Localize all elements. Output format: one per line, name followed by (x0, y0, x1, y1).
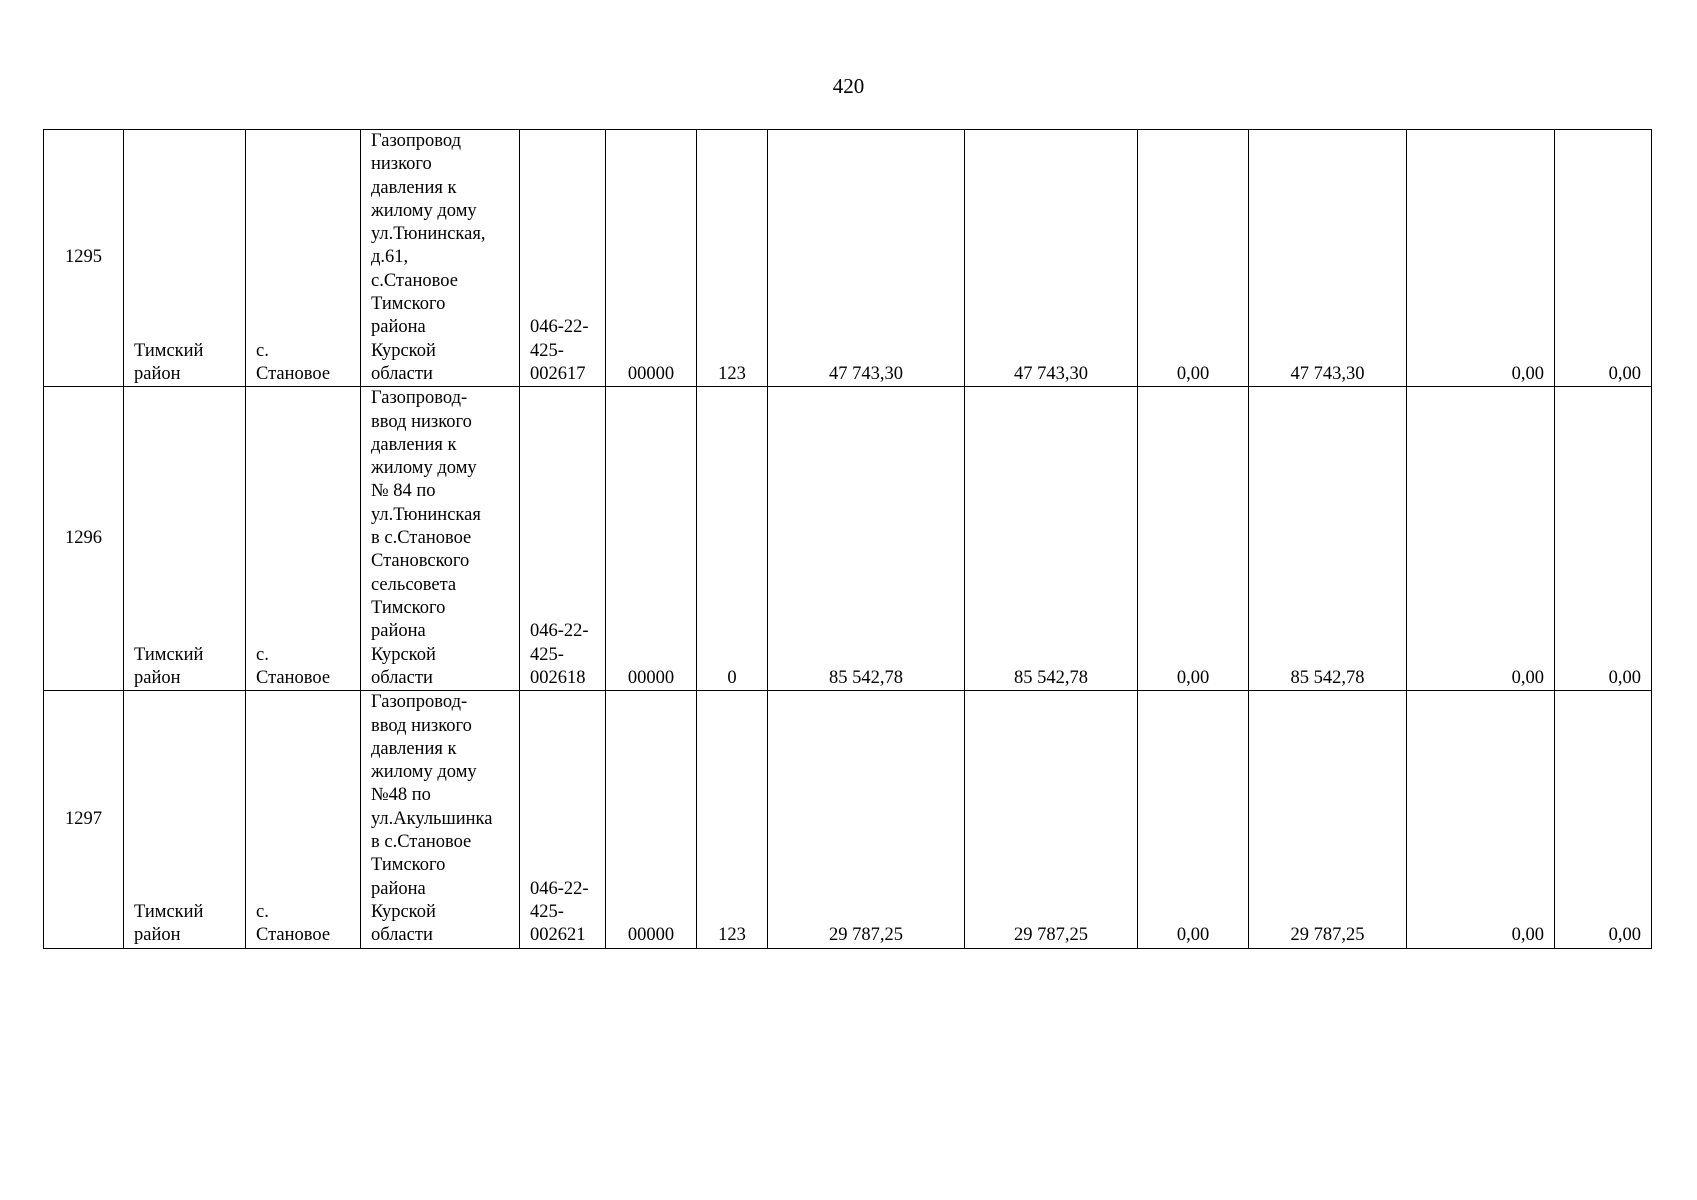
amount3-cell: 0,00 (1138, 130, 1249, 387)
amount2-cell: 85 542,78 (965, 387, 1138, 691)
table-row (44, 130, 1652, 387)
col7-cell: 123 (697, 691, 768, 948)
amount5-cell: 0,00 (1407, 130, 1555, 387)
row-index: 1296 (44, 387, 124, 691)
amount6-cell: 0,00 (1555, 387, 1652, 691)
amount2-cell: 29 787,25 (965, 691, 1138, 948)
page-number: 420 (832, 74, 865, 98)
col6-cell: 00000 (606, 387, 697, 691)
amount6-cell: 0,00 (1555, 130, 1652, 387)
table-row (44, 691, 1652, 948)
amount1-cell: 85 542,78 (768, 387, 965, 691)
code-cell: 046-22- 425- 002621 (520, 691, 606, 948)
amount2-cell: 47 743,30 (965, 130, 1138, 387)
code-cell: 046-22- 425- 002618 (520, 387, 606, 691)
col7-cell: 123 (697, 130, 768, 387)
code-cell: 046-22- 425- 002617 (520, 130, 606, 387)
amount1-cell: 29 787,25 (768, 691, 965, 948)
district-cell: Тимский район (124, 387, 246, 691)
registry-table (43, 129, 1652, 949)
col6-cell: 00000 (606, 691, 697, 948)
row-index: 1295 (44, 130, 124, 387)
amount1-cell: 47 743,30 (768, 130, 965, 387)
amount6-cell: 0,00 (1555, 691, 1652, 948)
locality-cell: с. Становое (246, 387, 361, 691)
col6-cell: 00000 (606, 130, 697, 387)
col7-cell: 0 (697, 387, 768, 691)
description-cell: Газопровод низкого давления к жилому дому ул.Тюнинская, д.61, с.Становое Тимского района Курской области (361, 130, 520, 387)
amount4-cell: 47 743,30 (1249, 130, 1407, 387)
locality-cell: с. Становое (246, 130, 361, 387)
table-row (44, 387, 1652, 691)
district-cell: Тимский район (124, 130, 246, 387)
amount5-cell: 0,00 (1407, 387, 1555, 691)
amount3-cell: 0,00 (1138, 691, 1249, 948)
amount5-cell: 0,00 (1407, 691, 1555, 948)
description-cell: Газопровод- ввод низкого давления к жилому дому №48 по ул.Акульшинка в с.Становое Тимского района Курской области (361, 691, 520, 948)
row-index: 1297 (44, 691, 124, 948)
amount4-cell: 85 542,78 (1249, 387, 1407, 691)
locality-cell: с. Становое (246, 691, 361, 948)
district-cell: Тимский район (124, 691, 246, 948)
amount4-cell: 29 787,25 (1249, 691, 1407, 948)
description-cell: Газопровод- ввод низкого давления к жилому дому № 84 по ул.Тюнинская в с.Становое Становского сельсовета Тимского района Курской области (361, 387, 520, 691)
amount3-cell: 0,00 (1138, 387, 1249, 691)
